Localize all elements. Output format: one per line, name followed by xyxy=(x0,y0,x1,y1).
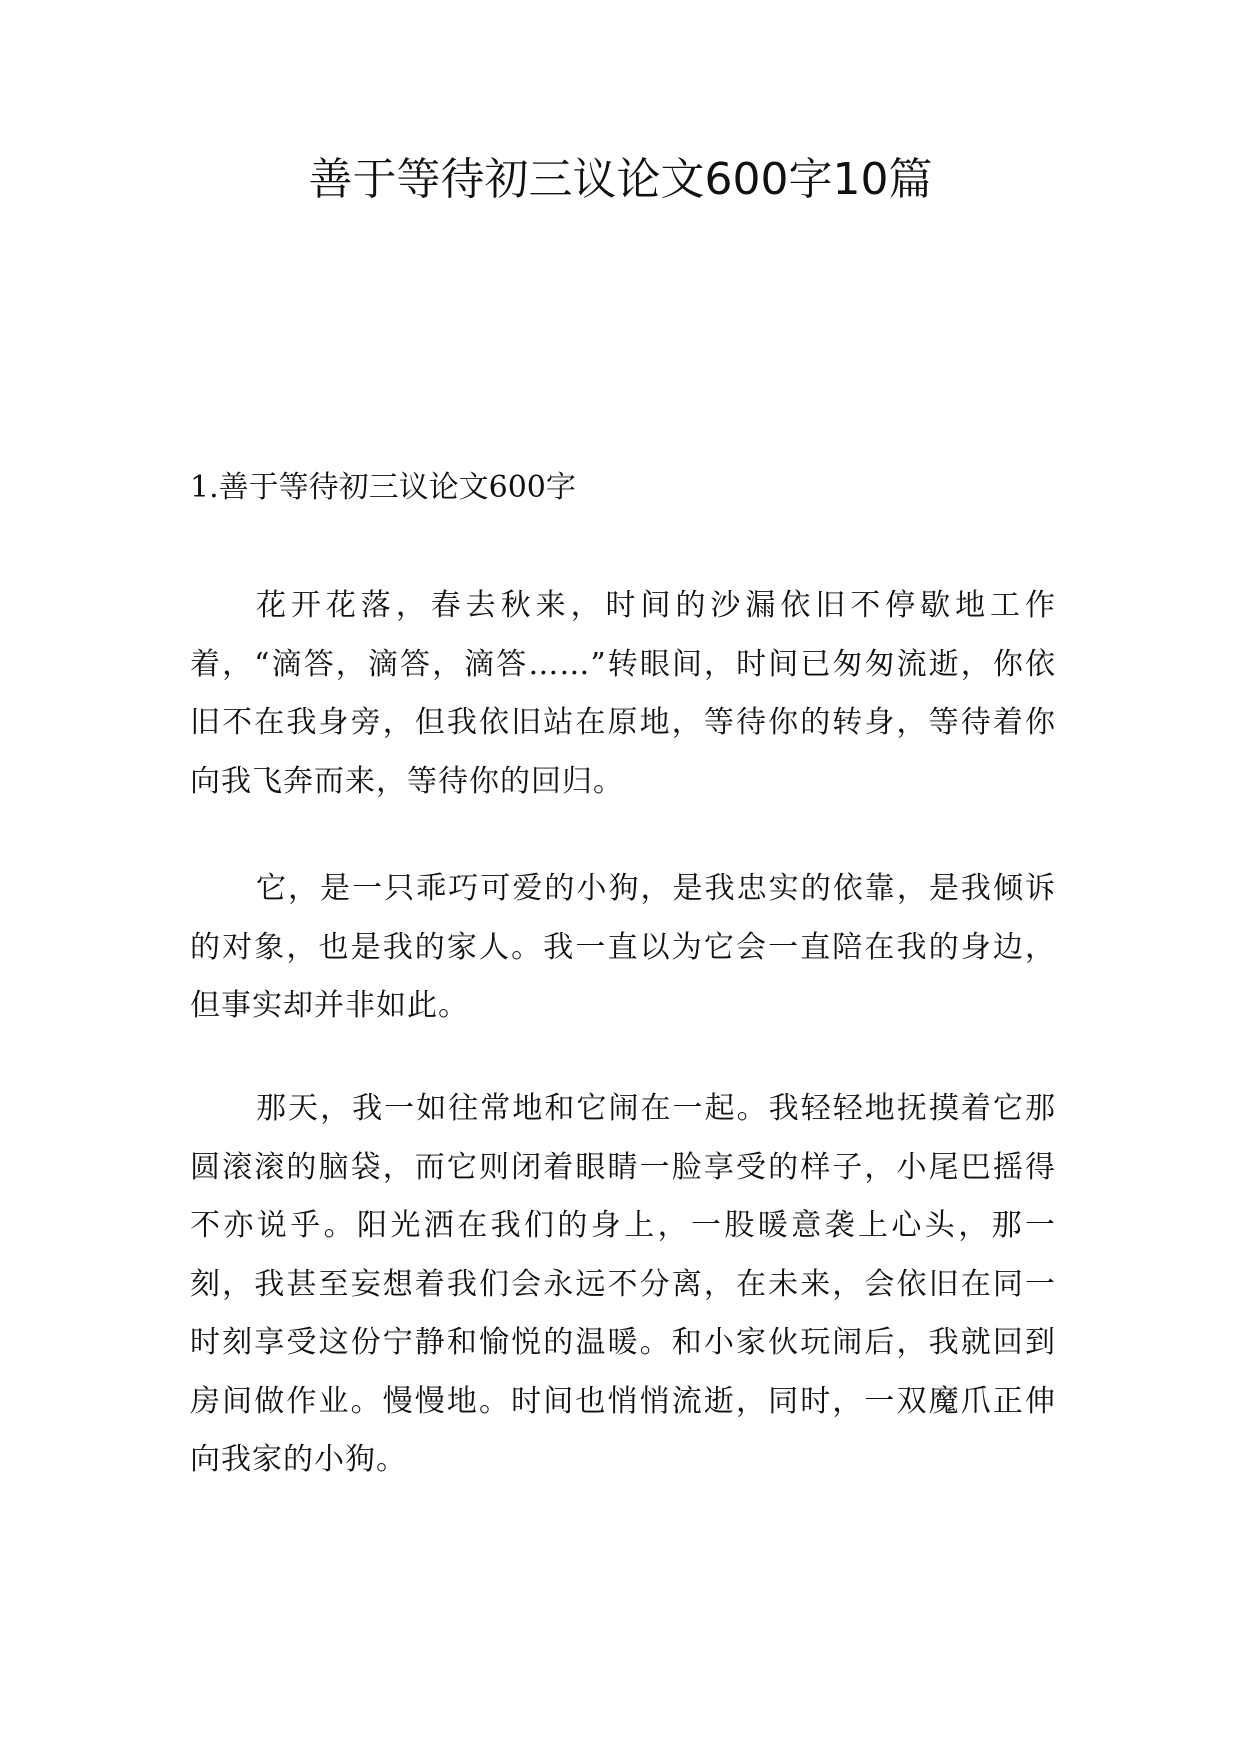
document-title: 善于等待初三议论文600字10篇 xyxy=(308,154,933,205)
paragraph-1: 花开花落，春去秋来，时间的沙漏依旧不停歇地工作着，“滴答，滴答，滴答……”转眼间，时间已匆匆流逝，你依旧不在我身旁，但我依旧站在原地，等待你的转身，等待着你向我飞奔而来，等待你的回归。 xyxy=(190,588,1056,799)
section-heading: 1.善于等待初三议论文600字 xyxy=(190,470,576,505)
paragraph-3: 那天，我一如往常地和它闹在一起。我轻轻地抚摸着它那圆滚滚的脑袋，而它则闭着眼睛一脸享受的样子，小尾巴摇得不亦说乎。阳光洒在我们的身上，一股暖意袭上心头，那一刻，我甚至妄想着我们会永远不分离，在未来，会依旧在同一时刻享受这份宁静和愉悦的温暖。和小家伙玩闹后，我就回到房间做作业。慢慢地。时间也悄悄流逝，同时，一双魔爪正伸向我家的小狗。 xyxy=(190,1091,1056,1477)
paragraph-2: 它，是一只乖巧可爱的小狗，是我忠实的依靠，是我倾诉的对象，也是我的家人。我一直以为它会一直陪在我的身边，但事实却并非如此。 xyxy=(190,871,1056,1023)
